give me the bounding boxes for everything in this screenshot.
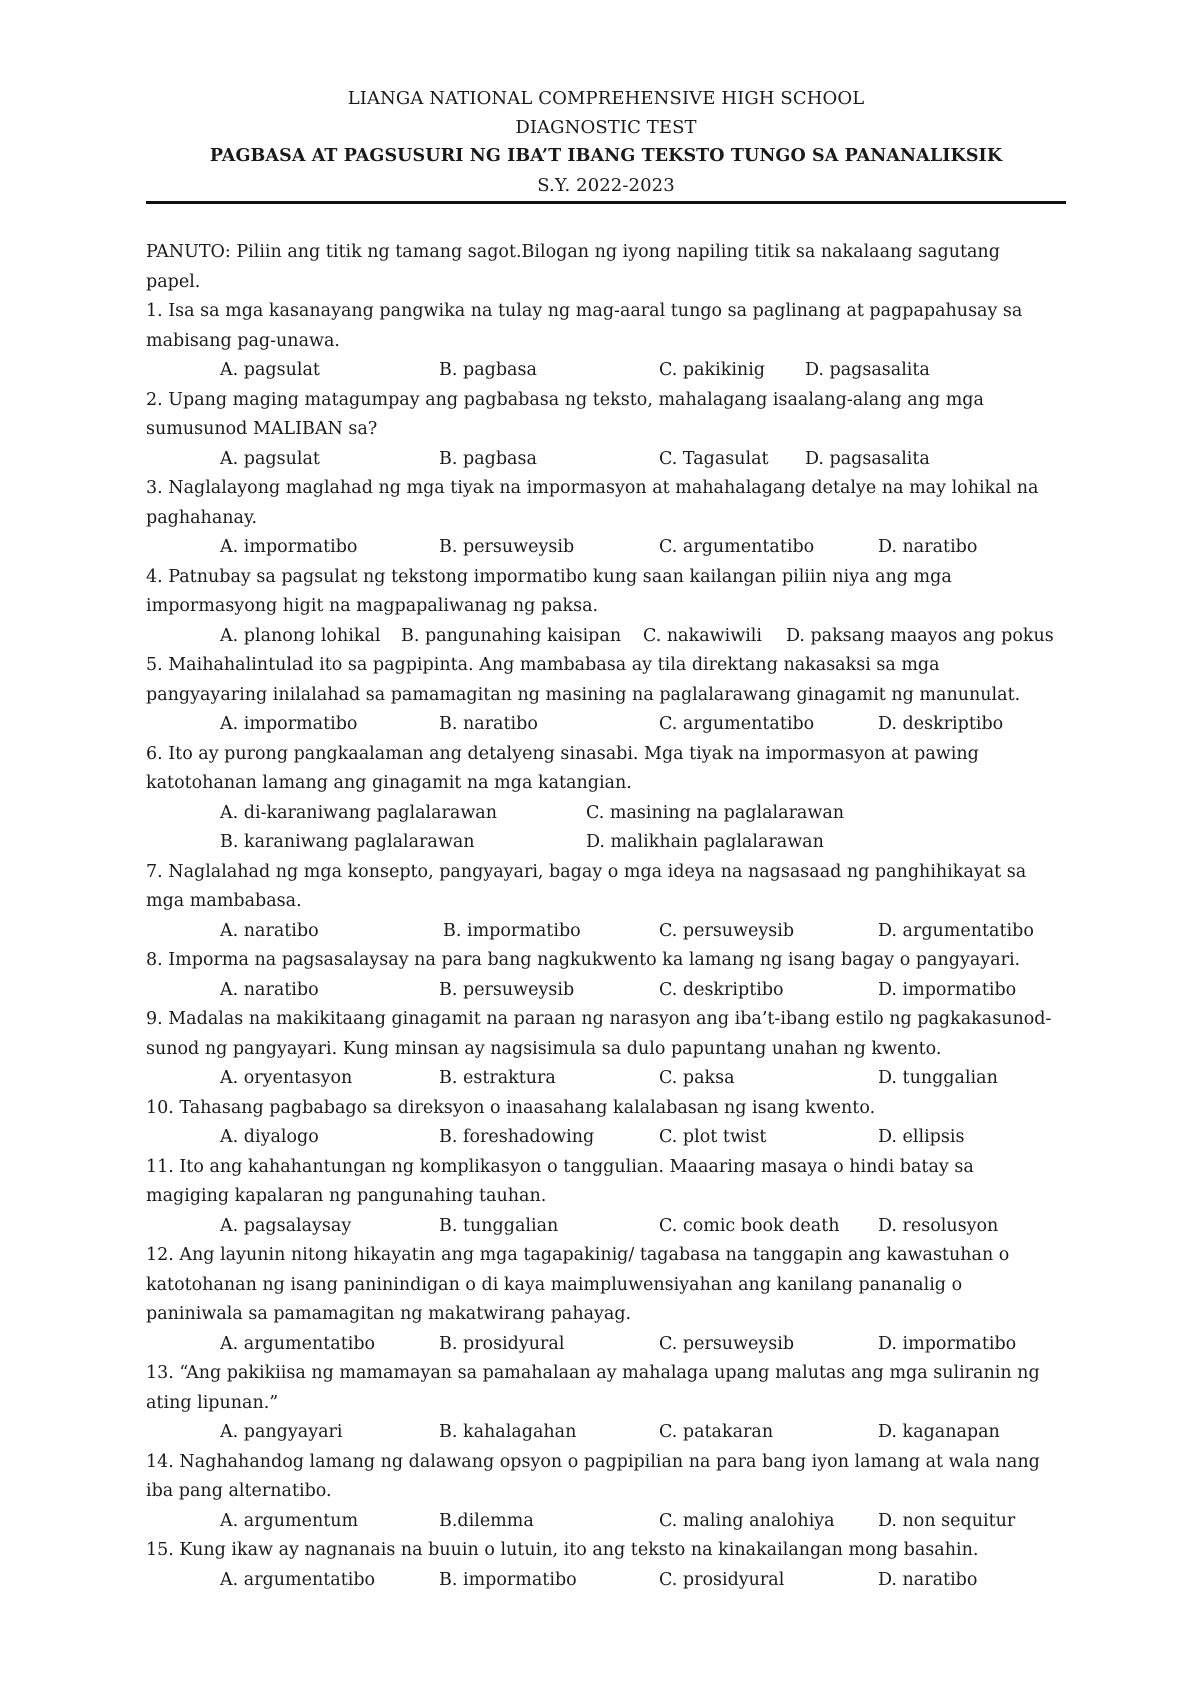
choice-a: A. pagsalaysay [220,1215,352,1236]
choice-b: B. foreshadowing [439,1127,595,1147]
choice-a: A. naratibo [220,920,319,941]
question-2-cont: sumusunod MALIBAN sa? [146,419,378,439]
choice-c: C. argumentatibo [659,714,815,734]
question-6: 6. Ito ay purong pangkaalaman ang detalyeng sinasabi. Mga tiyak na impormasyon at pawing [146,743,979,764]
choice-d: D. naratibo [878,537,978,557]
choices-5 [146,710,1076,740]
choices-12 [146,1330,1076,1360]
choice-b: B. persuweysib [439,537,575,557]
choices-9 [146,1064,1076,1094]
choice-a: A. impormatibo [220,537,358,557]
choices-1 [146,356,1076,386]
question-4-cont: impormasyong higit na magpapaliwanag ng paksa. [146,596,599,616]
question-5-cont: pangyayaring inilalahad sa pamamagitan ng masining na paglalarawang ginagamit ng manunulat. [146,684,1021,705]
choice-d: D. pagsasalita [805,360,930,380]
choice-a: A. diyalogo [220,1127,319,1147]
choice-b: B. prosidyural [439,1333,565,1354]
choice-a: A. argumentatibo [220,1569,376,1590]
question-4: 4. Patnubay sa pagsulat ng tekstong impormatibo kung saan kailangan piliin niya ang mga [146,566,952,587]
document-header [146,84,1066,200]
choice-b: B. persuweysib [439,979,575,1000]
choice-a: A. pagsulat [220,360,320,380]
question-9: 9. Madalas na makikitaang ginagamit na paraan ng narasyon ang iba’t-ibang estilo ng pagkakasunod- [146,1009,1052,1029]
choice-c: C. maling analohiya [659,1510,835,1531]
question-12: 12. Ang layunin nitong hikayatin ang mga tagapakinig/ tagabasa na tanggapin ang kawastuhan o [146,1245,1010,1265]
instructions: PANUTO: Piliin ang titik ng tamang sagot.Bilogan ng iyong napiling titik sa nakalaang sagutang [146,242,1000,262]
school-year: S.Y. 2022-2023 [537,175,675,196]
question-11-cont: magiging kapalaran ng pangunahing tauhan. [146,1186,547,1206]
choice-d: D. kaganapan [878,1422,1000,1442]
question-3-cont: paghahanay. [146,507,258,528]
question-1-cont: mabisang pag-unawa. [146,330,340,351]
choice-d: D. impormatibo [878,1333,1017,1354]
choices-6-row-2 [146,828,1076,858]
choice-c: C. persuweysib [659,920,795,941]
choice-b: B. pangunahing kaisipan [401,625,622,646]
choice-c: C. patakaran [659,1422,774,1442]
test-title: DIAGNOSTIC TEST [515,117,697,138]
choices-3 [146,533,1076,563]
choice-b: B. impormatibo [443,920,581,941]
choices-15 [146,1566,1076,1596]
choices-4 [146,622,1076,652]
choice-a: A. argumentum [220,1510,359,1531]
choices-14 [146,1507,1076,1537]
choice-d: D. ellipsis [878,1127,965,1147]
choice-d: D. pagsasalita [805,448,930,469]
choice-a: A. argumentatibo [220,1333,376,1354]
choice-b: B. kahalagahan [439,1422,577,1442]
header-divider [146,201,1066,204]
choice-a: A. naratibo [220,979,319,1000]
choices-2 [146,445,1076,475]
choice-d: D. non sequitur [878,1510,1016,1531]
choice-b: B. naratibo [439,714,538,734]
choice-c: C. Tagasulat [659,448,769,469]
choice-c: C. argumentatibo [659,537,815,557]
question-13-cont: ating lipunan.” [146,1392,279,1413]
choice-d: D. resolusyon [878,1215,999,1236]
subject-title: PAGBASA AT PAGSUSURI NG IBA’T IBANG TEKSTO TUNGO SA PANANALIKSIK [209,146,1003,166]
choice-b: B. pagbasa [439,360,537,380]
question-7-cont: mga mambabasa. [146,891,302,911]
choice-d: D. malikhain paglalarawan [586,832,824,852]
question-2: 2. Upang maging matagumpay ang pagbabasa ng teksto, mahalagang isaalang-alang ang mga [146,389,984,410]
question-15: 15. Kung ikaw ay nagnanais na buuin o lutuin, ito ang teksto na kinakailangan mong basahin. [146,1540,979,1560]
question-12-cont: katotohanan ng isang paninindigan o di kaya maimpluwensiyahan ang kanilang pananalig o [146,1274,963,1295]
choice-b: B. impormatibo [439,1569,577,1590]
choice-c: C. persuweysib [659,1333,795,1354]
choices-10 [146,1123,1076,1153]
instructions-cont: papel. [146,271,201,292]
question-10: 10. Tahasang pagbabago sa direksyon o inaasahang kalalabasan ng isang kwento. [146,1097,876,1118]
choice-d: D. deskriptibo [878,714,1004,734]
choice-c: C. paksa [659,1068,735,1088]
choices-13 [146,1418,1076,1448]
question-7: 7. Naglalahad ng mga konsepto, pangyayari, bagay o mga ideya na nagsasaad ng panghihikayat sa [146,861,1027,882]
question-6-cont: katotohanan lamang ang ginagamit na mga katangian. [146,773,632,793]
choice-c: C. deskriptibo [659,979,784,1000]
choice-a: A. impormatibo [220,714,358,734]
choice-c: C. plot twist [659,1127,767,1147]
school-name: LIANGA NATIONAL COMPREHENSIVE HIGH SCHOOL [347,88,865,109]
choice-b: B.dilemma [439,1510,534,1531]
choices-7 [146,917,1076,947]
choice-d: D. tunggalian [878,1068,998,1088]
choice-c: C. masining na paglalarawan [586,802,845,823]
choice-c: C. nakawiwili [643,625,762,646]
question-11: 11. Ito ang kahahantungan ng komplikasyon o tanggulian. Maaaring masaya o hindi batay sa [146,1156,974,1177]
test-body [146,238,1076,1595]
question-8: 8. Imporma na pagsasalaysay na para bang nagkukwento ka lamang ng isang bagay o pangyayari. [146,950,1021,970]
choices-11 [146,1212,1076,1242]
choice-a: A. pangyayari [220,1422,343,1442]
question-14: 14. Naghahandog lamang ng dalawang opsyon o pagpipilian na para bang iyon lamang at wala nang [146,1451,1040,1472]
choice-c: C. prosidyural [659,1569,785,1590]
choice-c: C. pakikinig [659,360,765,380]
question-9-cont: sunod ng pangyayari. Kung minsan ay nagsisimula sa dulo papuntang unahan ng kwento. [146,1038,942,1059]
choice-b: B. estraktura [439,1068,556,1088]
choice-d: D. naratibo [878,1569,978,1590]
choice-d: D. paksang maayos ang pokus [786,625,1054,646]
question-3: 3. Naglalayong maglahad ng mga tiyak na impormasyon at mahahalagang detalye na may lohikal na [146,478,1039,498]
question-14-cont: iba pang alternatibo. [146,1481,332,1501]
choices-8 [146,976,1076,1006]
choices-6-row-1 [146,799,1076,829]
choice-a: A. oryentasyon [220,1068,353,1088]
choice-a: A. planong lohikal [220,625,381,646]
choice-b: B. tunggalian [439,1215,559,1236]
choice-d: D. impormatibo [878,979,1017,1000]
choice-b: B. karaniwang paglalarawan [220,832,475,852]
question-12-cont-2: paniniwala sa pamamagitan ng makatwirang pahayag. [146,1304,632,1324]
question-13: 13. “Ang pakikiisa ng mamamayan sa pamahalaan ay mahalaga upang malutas ang mga suliranin ng [146,1363,1040,1383]
choice-a: A. pagsulat [220,448,320,469]
choice-b: B. pagbasa [439,448,537,469]
choice-c: C. comic book death [659,1215,840,1236]
question-5: 5. Maihahalintulad ito sa pagpipinta. Ang mambabasa ay tila direktang nakasaksi sa mga [146,655,940,675]
choice-d: D. argumentatibo [878,920,1034,941]
question-1: 1. Isa sa mga kasanayang pangwika na tulay ng mag-aaral tungo sa paglinang at pagpapahusay sa [146,301,1023,321]
choice-a: A. di-karaniwang paglalarawan [220,802,498,823]
